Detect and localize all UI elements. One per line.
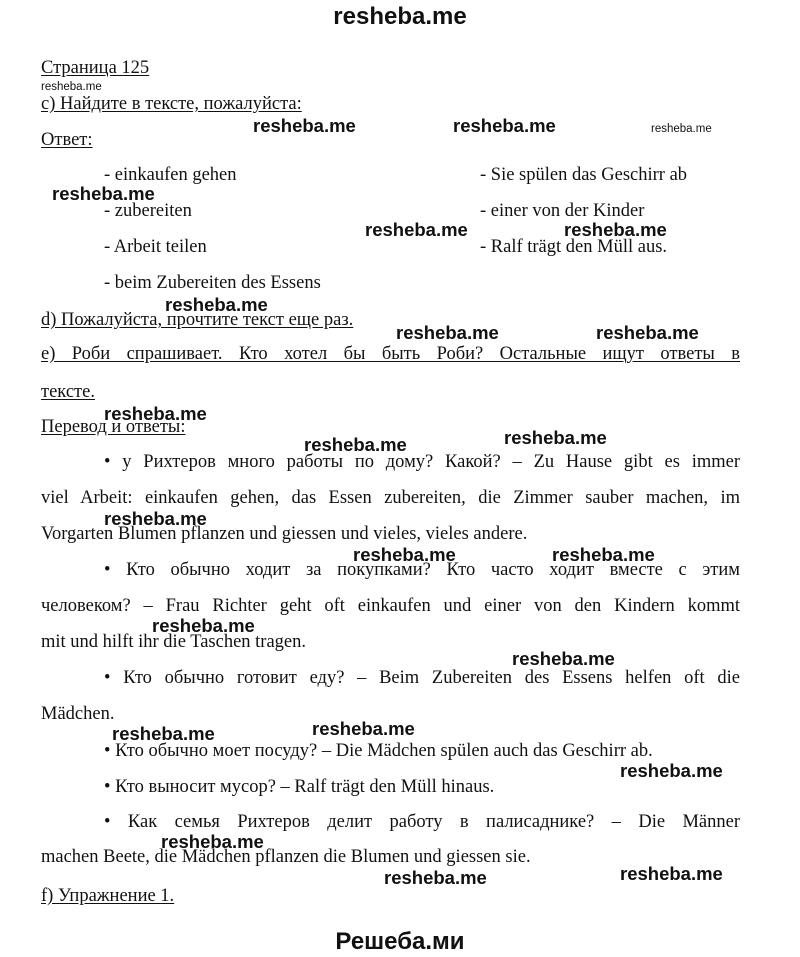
watermark: resheba.me — [504, 427, 607, 448]
watermark: resheba.me — [620, 863, 723, 884]
watermark: resheba.me — [353, 544, 456, 565]
watermark: resheba.me — [165, 294, 268, 315]
watermark: resheba.me — [651, 123, 712, 135]
qa-answer: mit und hilft ihr die Taschen tragen. — [41, 632, 307, 652]
list-item: - einer von der Kinder — [480, 201, 645, 221]
watermark: resheba.me — [304, 434, 407, 455]
list-item: - Ralf trägt den Müll aus. — [480, 237, 668, 257]
list-item: - einkaufen gehen — [104, 165, 237, 185]
qa-question: • Кто обычно готовит еду? – Beim Zubereiten des Essens helfen oft die — [104, 668, 740, 688]
site-logo-bottom[interactable]: Решеба.ми — [335, 928, 465, 955]
qa-question: • Кто выносит мусор? – Ralf trägt den Müll hinaus. — [104, 777, 495, 797]
watermark: resheba.me — [52, 183, 155, 204]
watermark: resheba.me — [552, 544, 655, 565]
watermark: resheba.me — [564, 219, 667, 240]
task-f-title: f) Упражнение 1. — [41, 886, 175, 906]
translation-label: Перевод и ответы: — [41, 417, 186, 437]
watermark: resheba.me — [161, 831, 264, 852]
watermark: resheba.me — [104, 508, 207, 529]
watermark: resheba.me — [512, 648, 615, 669]
qa-answer: viel Arbeit: einkaufen gehen, das Essen zubereiten, die Zimmer sauber machen, im — [41, 488, 740, 508]
watermark: resheba.me — [104, 403, 207, 424]
watermark: resheba.me — [396, 322, 499, 343]
watermark: resheba.me — [384, 867, 487, 888]
qa-question: • Кто обычно моет посуду? – Die Mädchen spülen auch das Geschirr ab. — [104, 741, 653, 761]
watermark: resheba.me — [453, 115, 556, 136]
qa-question: • у Рихтеров много работы по дому? Какой? – Zu Hause gibt es immer — [104, 452, 740, 472]
watermark: resheba.me — [620, 760, 723, 781]
task-d-title: d) Пожалуйста, прочтите текст еще раз. — [41, 310, 354, 330]
qa-answer: Mädchen. — [41, 704, 115, 724]
qa-answer: Vorgarten Blumen pflanzen und giessen und vieles, vieles andere. — [41, 524, 528, 544]
watermark: resheba.me — [312, 718, 415, 739]
task-e-title-cont: тексте. — [41, 382, 95, 402]
list-item: - Arbeit teilen — [104, 237, 207, 257]
watermark: resheba.me — [365, 219, 468, 240]
qa-answer: machen Beete, die Mädchen pflanzen die Blumen und giessen sie. — [41, 847, 531, 867]
watermark: resheba.me — [41, 81, 102, 93]
watermark: resheba.me — [152, 615, 255, 636]
qa-question: • Кто обычно ходит за покупками? Кто часто ходит вместе с этим — [104, 560, 740, 580]
watermark: resheba.me — [596, 322, 699, 343]
site-logo-top[interactable]: resheba.me — [333, 3, 467, 30]
watermark: resheba.me — [253, 115, 356, 136]
qa-answer: человеком? – Frau Richter geht oft einkaufen und einer von den Kindern kommt — [41, 596, 740, 616]
list-item: - Sie spülen das Geschirr ab — [480, 165, 688, 185]
watermark: resheba.me — [112, 723, 215, 744]
task-c-title: с) Найдите в тексте, пожалуйста: — [41, 94, 302, 114]
list-item: - zubereiten — [104, 201, 192, 221]
qa-question: • Как семья Рихтеров делит работу в палисаднике? – Die Männer — [104, 812, 740, 832]
answer-label: Ответ: — [41, 130, 93, 150]
list-item: - beim Zubereiten des Essens — [104, 273, 321, 293]
page-title: Страница 125 — [41, 58, 150, 78]
task-e-title: е) Роби спрашивает. Кто хотел бы быть Роби? Остальные ищут ответы в — [41, 344, 740, 364]
